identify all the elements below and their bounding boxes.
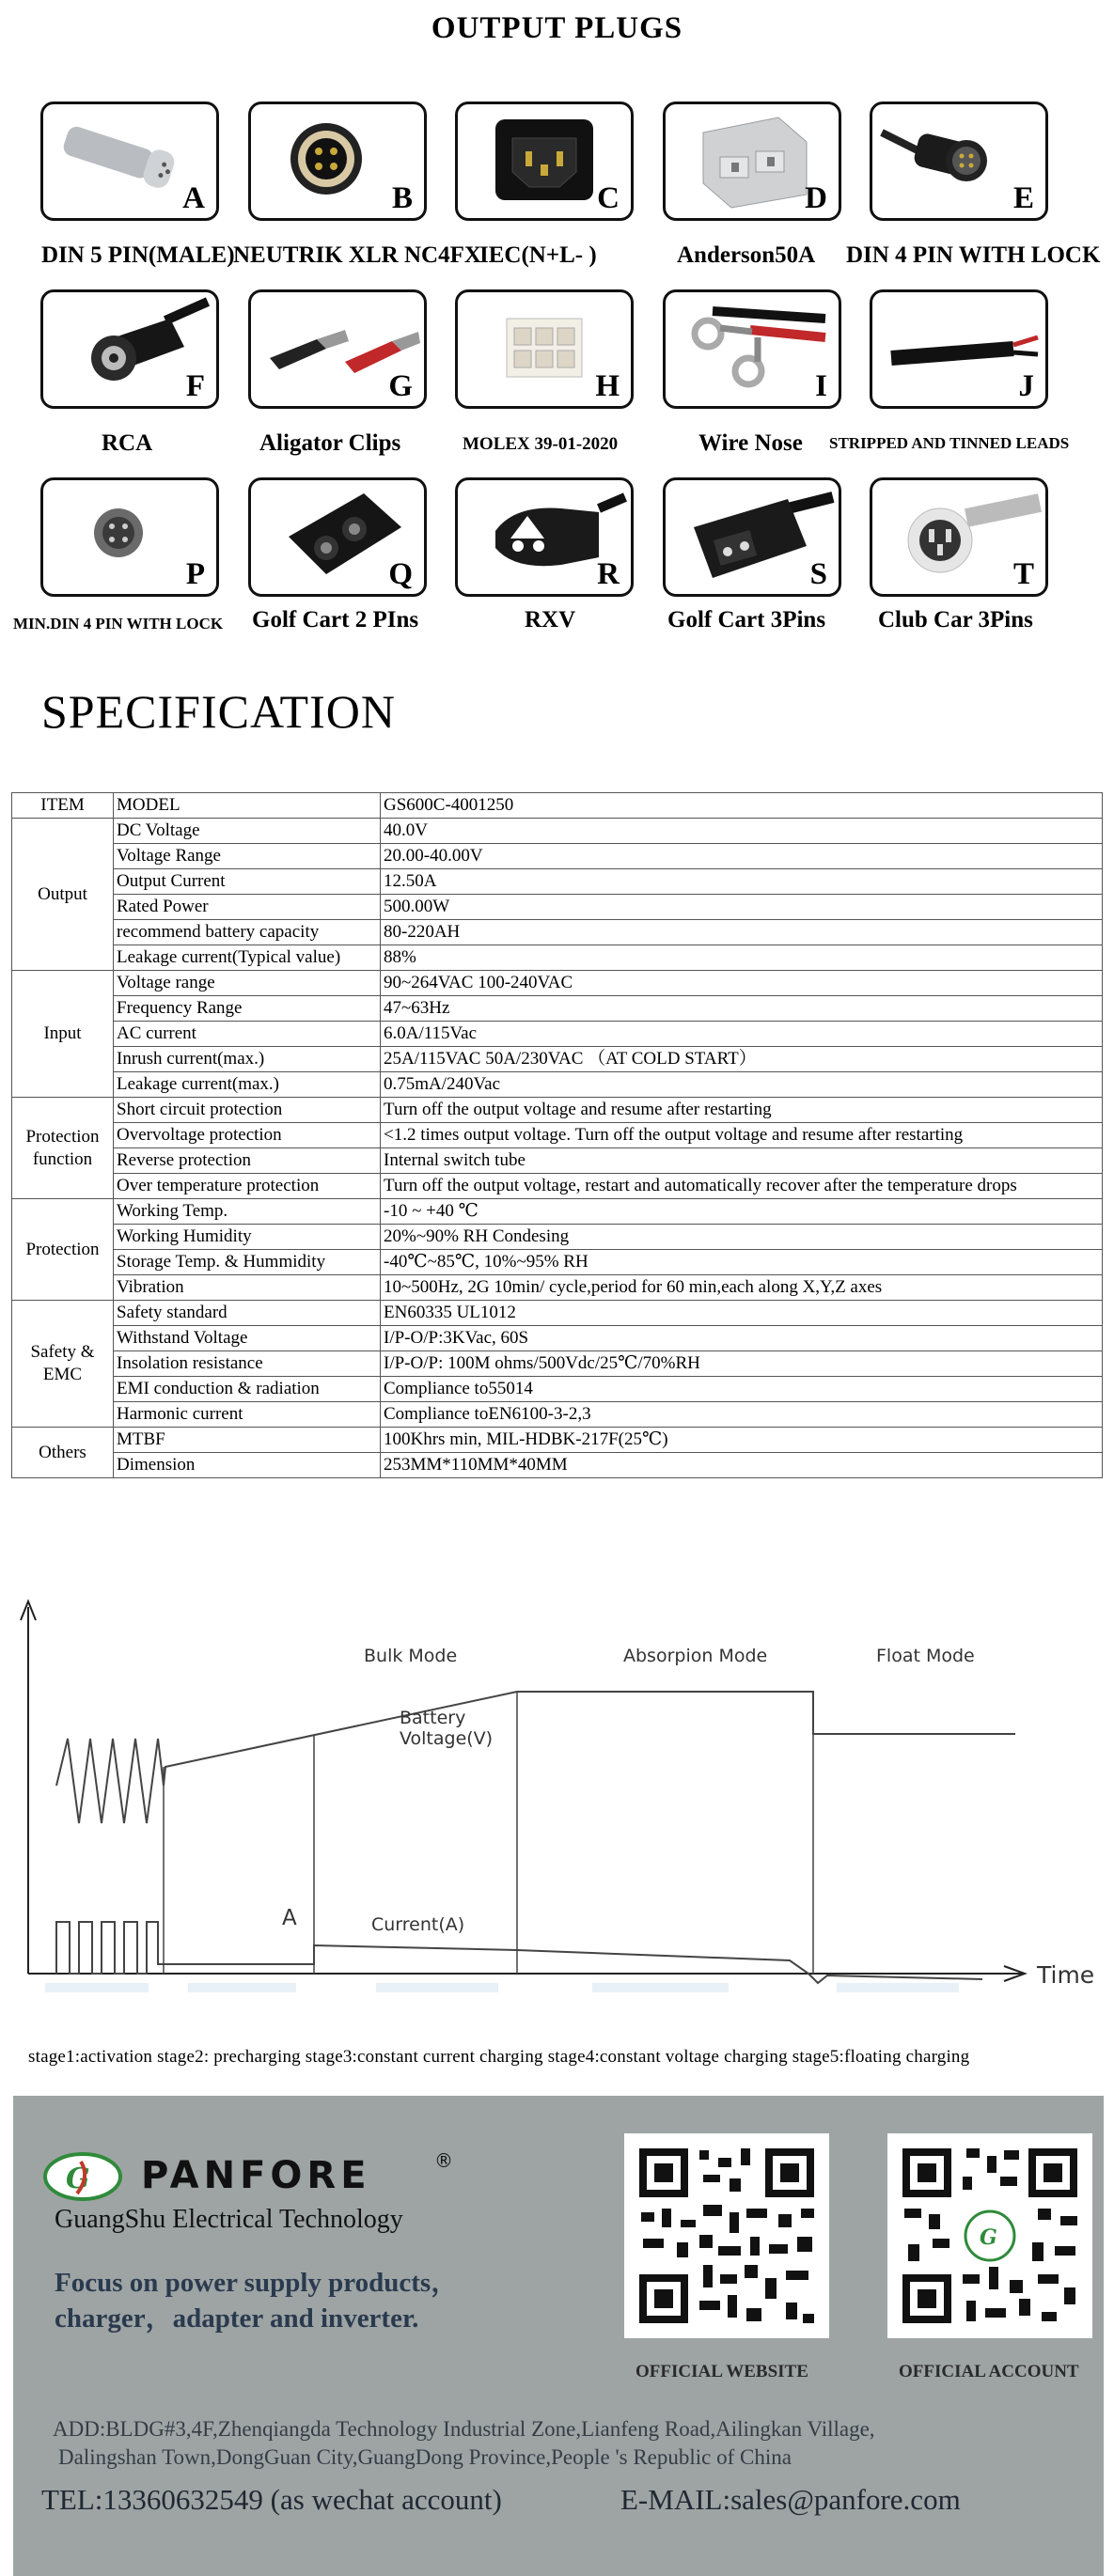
param-value: 80-220AH	[381, 920, 1103, 945]
plug-card-g	[248, 289, 427, 409]
param-value: -10 ~ +40 ℃	[381, 1199, 1103, 1225]
param-value: 6.0A/115Vac	[381, 1022, 1103, 1047]
param-name: DC Voltage	[114, 819, 381, 844]
group-safety-emc: Safety & EMC	[12, 1301, 114, 1428]
param-name: AC current	[114, 1022, 381, 1047]
voltage-curve	[164, 1692, 1015, 1786]
param-name: Output Current	[114, 869, 381, 895]
plug-card-t	[870, 477, 1048, 597]
company-name: GuangShu Electrical Technology	[55, 2205, 403, 2234]
table-row	[12, 945, 1103, 971]
plug-name-d: Anderson50A	[677, 242, 816, 268]
plug-name-i: Wire Nose	[698, 430, 803, 456]
param-name: Leakage current(max.)	[114, 1072, 381, 1098]
param-value: Compliance to55014	[381, 1377, 1103, 1402]
plug-name-t: Club Car 3Pins	[878, 607, 1033, 632]
time-label: Time	[1037, 1961, 1095, 1989]
activation-current-pulses	[56, 1922, 164, 1974]
specification-table	[11, 792, 1103, 1478]
table-row	[12, 1123, 1103, 1148]
qr-code-icon	[887, 2133, 1092, 2338]
param-value: 100Khrs min, MIL-HDBK-217F(25℃)	[381, 1428, 1103, 1453]
param-value: Internal switch tube	[381, 1148, 1103, 1174]
param-value: -40℃~85℃, 10%~95% RH	[381, 1250, 1103, 1275]
plug-name-f: RCA	[102, 430, 153, 456]
marker-a-label: A	[282, 1906, 297, 1930]
plug-card-r	[455, 477, 634, 597]
param-name: Overvoltage protection	[114, 1123, 381, 1148]
registered-mark: ®	[434, 2149, 453, 2172]
param-name: Inrush current(max.)	[114, 1047, 381, 1072]
plug-name-j: STRIPPED AND TINNED LEADS	[829, 434, 1070, 452]
param-name: Frequency Range	[114, 996, 381, 1022]
plug-name-q: Golf Cart 2 PIns	[252, 607, 419, 632]
group-protection: Protection	[12, 1199, 114, 1301]
table-row	[12, 996, 1103, 1022]
param-name: Vibration	[114, 1275, 381, 1301]
table-row	[12, 1275, 1103, 1301]
plug-card-f	[40, 289, 219, 409]
param-value: Turn off the output voltage and resume after restarting	[381, 1098, 1103, 1123]
table-row	[12, 1047, 1103, 1072]
param-value: Compliance toEN6100-3-2,3	[381, 1402, 1103, 1428]
specification-title: SPECIFICATION	[41, 685, 396, 738]
param-name: Rated Power	[114, 895, 381, 920]
table-row	[12, 1199, 1103, 1225]
charging-stages-diagram	[0, 1598, 1114, 2039]
stage-bar	[45, 1983, 149, 1992]
table-row	[12, 844, 1103, 869]
telephone[interactable]: TEL:13360632549 (as wechat account)	[41, 2483, 502, 2516]
table-row	[12, 1351, 1103, 1377]
param-value: 0.75mA/240Vac	[381, 1072, 1103, 1098]
table-row	[12, 895, 1103, 920]
param-value: 12.50A	[381, 869, 1103, 895]
plug-card-h	[455, 289, 634, 409]
param-value: 90~264VAC 100-240VAC	[381, 971, 1103, 996]
table-row	[12, 1098, 1103, 1123]
absorption-mode-label: Absorpion Mode	[623, 1646, 768, 1666]
param-value: EN60335 UL1012	[381, 1301, 1103, 1326]
plug-letter: C	[597, 181, 620, 215]
param-name: EMI conduction & radiation	[114, 1377, 381, 1402]
plug-card-b	[248, 101, 427, 221]
svg-text:G: G	[66, 2162, 90, 2195]
plug-letter: A	[182, 181, 205, 215]
table-row	[12, 1022, 1103, 1047]
param-name: MTBF	[114, 1428, 381, 1453]
param-value: Turn off the output voltage, restart and automatically recover after the temperature drops	[381, 1174, 1103, 1199]
plug-letter: I	[815, 369, 827, 403]
plug-card-s	[663, 477, 841, 597]
current-curve	[164, 1945, 982, 1983]
table-row	[12, 971, 1103, 996]
param-value: <1.2 times output voltage. Turn off the output voltage and resume after restarting	[381, 1123, 1103, 1148]
param-value: 20%~90% RH Condesing	[381, 1225, 1103, 1250]
battery-voltage-label-line1: Battery	[400, 1708, 466, 1728]
plug-letter: E	[1012, 181, 1034, 215]
plug-card-a	[40, 101, 219, 221]
plug-card-i	[663, 289, 841, 409]
header-model-value: GS600C-4001250	[381, 793, 1103, 819]
plug-name-e: DIN 4 PIN WITH LOCK	[846, 242, 1101, 268]
plug-name-p: MIN.DIN 4 PIN WITH LOCK	[13, 615, 224, 632]
address-line-1: ADD:BLDG#3,4F,Zhenqiangda Technology Industrial Zone,Lianfeng Road,Ailingkan Village,	[53, 2417, 875, 2441]
company-address	[53, 2415, 875, 2472]
plug-letter: P	[185, 557, 205, 591]
plug-letter: G	[388, 369, 413, 403]
table-row	[12, 1326, 1103, 1351]
plug-letter: D	[805, 181, 827, 215]
output-plugs-title: OUTPUT PLUGS	[431, 11, 683, 45]
plug-name-h: MOLEX 39-01-2020	[463, 434, 619, 454]
plug-card-j	[870, 289, 1048, 409]
param-value: 253MM*110MM*40MM	[381, 1453, 1103, 1478]
plug-letter: Q	[388, 557, 413, 591]
plug-card-c	[455, 101, 634, 221]
current-label: Current(A)	[371, 1914, 465, 1935]
table-row	[12, 1072, 1103, 1098]
param-value: 500.00W	[381, 895, 1103, 920]
plug-card-p	[40, 477, 219, 597]
param-value: 47~63Hz	[381, 996, 1103, 1022]
param-value: I/P-O/P: 100M ohms/500Vdc/25℃/70%RH	[381, 1351, 1103, 1377]
param-name: Reverse protection	[114, 1148, 381, 1174]
website-qr-label: OFFICIAL WEBSITE	[635, 2362, 808, 2381]
param-name: Safety standard	[114, 1301, 381, 1326]
param-value: 25A/115VAC 50A/230VAC （AT COLD START）	[381, 1047, 1103, 1072]
email-address[interactable]: E-MAIL:sales@panfore.com	[620, 2483, 961, 2516]
plug-letter: F	[185, 369, 205, 403]
param-value: 40.0V	[381, 819, 1103, 844]
stage-bar	[376, 1983, 498, 1992]
table-row	[12, 1174, 1103, 1199]
param-name: Working Humidity	[114, 1225, 381, 1250]
param-value: I/P-O/P:3KVac, 60S	[381, 1326, 1103, 1351]
param-value: 10~500Hz, 2G 10min/ cycle,period for 60 min,each along X,Y,Z axes	[381, 1275, 1103, 1301]
stage-bar	[592, 1983, 729, 1992]
focus-line-1: Focus on power supply products，	[55, 2268, 459, 2298]
plug-name-s: Golf Cart 3Pins	[667, 607, 826, 632]
stage-bar	[837, 1983, 959, 1992]
panfore-logo	[41, 2141, 474, 2211]
panfore-logo-icon	[41, 2141, 474, 2207]
plug-card-q	[248, 477, 427, 597]
plug-letter: S	[809, 557, 827, 591]
plug-name-r: RXV	[525, 607, 576, 632]
plug-letter: B	[391, 181, 413, 215]
account-qr-label: OFFICIAL ACCOUNT	[899, 2362, 1079, 2381]
table-row	[12, 1250, 1103, 1275]
activation-voltage-zigzag	[56, 1739, 164, 1823]
param-name: Over temperature protection	[114, 1174, 381, 1199]
param-name: Dimension	[114, 1453, 381, 1478]
param-name: Short circuit protection	[114, 1098, 381, 1123]
table-row	[12, 1428, 1103, 1453]
plug-letter: T	[1012, 557, 1034, 591]
focus-line-2: charger，adapter and inverter.	[55, 2303, 419, 2334]
plug-name-b: NEUTRIK XLR NC4FX	[233, 242, 481, 268]
plug-name-g: Aligator Clips	[259, 430, 401, 456]
group-protection-function: Protection function	[12, 1098, 114, 1199]
stage-bar	[188, 1983, 296, 1992]
address-line-2: Dalingshan Town,DongGuan City,GuangDong Province,People 's Republic of China	[58, 2445, 792, 2469]
plug-letter: H	[595, 369, 620, 403]
param-name: Storage Temp. & Hummidity	[114, 1250, 381, 1275]
plug-letter: J	[1018, 369, 1034, 403]
bulk-mode-label: Bulk Mode	[364, 1646, 458, 1666]
table-row	[12, 1148, 1103, 1174]
param-name: Leakage current(Typical value)	[114, 945, 381, 971]
param-value: 88%	[381, 945, 1103, 971]
plug-card-d	[663, 101, 841, 221]
float-mode-label: Float Mode	[876, 1646, 975, 1666]
param-name: Voltage Range	[114, 844, 381, 869]
param-name: recommend battery capacity	[114, 920, 381, 945]
plug-card-e	[870, 101, 1048, 221]
brand-name: PANFORE	[141, 2154, 371, 2197]
param-name: Working Temp.	[114, 1199, 381, 1225]
account-qr-code[interactable]	[887, 2133, 1092, 2338]
param-value: 20.00-40.00V	[381, 844, 1103, 869]
charging-stages-caption: stage1:activation stage2: precharging stage3:constant current charging stage4:constant voltage charging stage5:floating charging	[28, 2047, 970, 2067]
table-row	[12, 793, 1103, 819]
battery-voltage-label-line2: Voltage(V)	[400, 1728, 494, 1749]
table-row	[12, 1402, 1103, 1428]
group-input: Input	[12, 971, 114, 1098]
param-name: Voltage range	[114, 971, 381, 996]
plug-name-a: DIN 5 PIN(MALE)	[41, 242, 235, 268]
website-qr-code[interactable]	[624, 2133, 829, 2338]
group-others: Others	[12, 1428, 114, 1478]
param-name: Insolation resistance	[114, 1351, 381, 1377]
svg-text:G: G	[980, 2225, 997, 2250]
header-item: ITEM	[12, 793, 114, 819]
plug-name-c: IEC(N+L- )	[479, 242, 597, 268]
param-name: Withstand Voltage	[114, 1326, 381, 1351]
table-row	[12, 1301, 1103, 1326]
header-model: MODEL	[114, 793, 381, 819]
wire-nose-icon	[666, 292, 839, 406]
company-focus	[55, 2265, 458, 2336]
param-name: Harmonic current	[114, 1402, 381, 1428]
qr-code-icon	[624, 2133, 829, 2338]
table-row	[12, 920, 1103, 945]
table-row	[12, 1225, 1103, 1250]
group-output: Output	[12, 819, 114, 971]
plug-letter: R	[597, 557, 620, 591]
table-row	[12, 869, 1103, 895]
table-row	[12, 1453, 1103, 1478]
table-row	[12, 1377, 1103, 1402]
table-row	[12, 819, 1103, 844]
